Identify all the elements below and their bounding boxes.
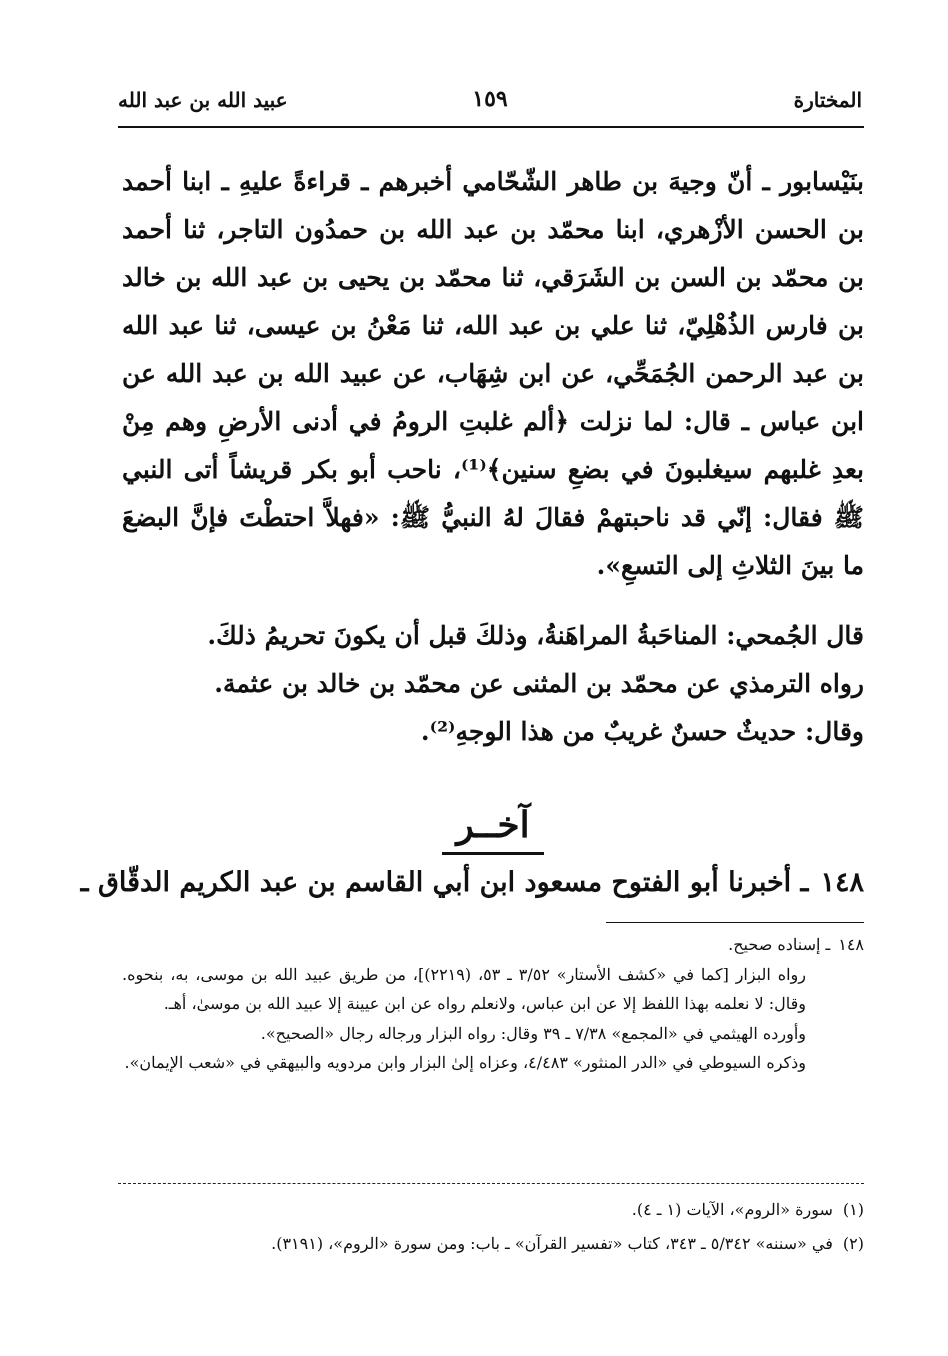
footnote-item bbox=[122, 1227, 864, 1261]
commentary-paragraph: قال الجُمحي: المناحَبةُ المراهَنةُ، وذلكَ قبل أن يكونَ تحريمُ ذلكَ. bbox=[207, 621, 864, 650]
notes-rule bbox=[606, 922, 864, 923]
header-rule bbox=[118, 126, 864, 128]
footnote-item bbox=[122, 1193, 864, 1227]
section-title bbox=[122, 800, 864, 855]
hadith-number: ١٤٨ bbox=[820, 867, 864, 898]
grading-paragraph: وقال: حديثٌ حسنٌ غريبٌ من هذا الوجهِ⁽²⁾. bbox=[420, 717, 864, 746]
notes-grading: ـ إسناده صحيح. bbox=[728, 935, 831, 954]
footnote-mark: (٢) bbox=[842, 1234, 864, 1253]
header-page-number: ١٥٩ bbox=[472, 86, 508, 112]
hadith-text-paragraph: بنَيْسابور ـ أنّ وجيهَ بن طاهر الشّحّامي أخبرهم ـ قراءةً عليهِ ـ ابنا أحمد بن الحسن الأزْهري، ابنا محمّد بن عبد الله بن حمدُون التاجر، ثنا أحمد بن محمّد بن السن بن الشَرَقي، ثنا محمّد بن يحيى بن عبد الله بن خالد بن فارس الذُهْلِيّ، ثنا علي بن عبد الله، ثنا مَعْنُ بن عيسى، ثنا عبد الله بن عبد الرحمن الجُمَحِّي، عن ابن شِهَاب، عن عبيد الله بن عبد الله عن ابن عباس ـ قال: لما نزلت ﴿ألم غلبتِ الرومُ في أدنى الأرضِ وهم مِنْ بعدِ غلبهم سيغلبونَ في بضعِ سنين﴾⁽¹⁾، ناحب أبو بكر قريشاً أتى النبي ﷺ فقال: إنّي قد ناحبتهمْ فقالَ لهُ النبيُّ ﷺ: «فهلاَّ احتطْتَ فإنَّ البضعَ ما بينَ الثلاثِ إلى التسعِ». bbox=[122, 167, 864, 580]
header-book-title: المختارة bbox=[793, 88, 862, 112]
header-section-name: عبيد الله بن عبد الله bbox=[118, 88, 288, 112]
narration-paragraph: رواه الترمذي عن محمّد بن المثنى عن محمّد بن خالد بن عثمة. bbox=[214, 669, 864, 698]
hadith-heading-text: ـ أخبرنا أبو الفتوح مسعود ابن أبي القاسم بن عبد الكريم الدقّاق ـ bbox=[80, 867, 809, 898]
running-header bbox=[118, 86, 862, 126]
hadith-heading bbox=[80, 860, 864, 906]
notes-first-line bbox=[122, 930, 864, 960]
notes-paragraph: وذكره السيوطي في «الدر المنثور» ٤/٤٨٣، وعزاه إلىٰ البزار وابن مردويه والبيهقي في «شعب الإيمان». bbox=[124, 1053, 806, 1072]
footnote-mark: (١) bbox=[842, 1200, 864, 1219]
footnote-text: في «سننه» ٥/٣٤٢ ـ ٣٤٣، كتاب «تفسير القرآن» ـ باب: ومن سورة «الروم»، (٣١٩١). bbox=[271, 1234, 833, 1253]
notes-paragraph: رواه البزار [كما في «كشف الأستار» ٣/٥٢ ـ ٥٣، (٢٢١٩)]، من طريق عبيد الله بن موسى، به، بنحوه. وقال: لا نعلمه بهذا اللفظ إلا عن ابن عباس، ولانعلم رواه عن ابن عيينة إلا عبيد الله بن موسىٰ، أهـ. bbox=[122, 964, 806, 1013]
takhrij-notes bbox=[122, 930, 864, 1078]
footnote-text: سورة «الروم»، الآيات (١ ـ ٤). bbox=[631, 1200, 833, 1219]
footnote-separator bbox=[118, 1183, 864, 1184]
footnotes bbox=[122, 1193, 864, 1261]
main-text bbox=[122, 158, 864, 756]
notes-paragraph: وأورده الهيثمي في «المجمع» ٧/٣٨ ـ ٣٩ وقال: رواه البزار ورجاله رجال «الصحيح». bbox=[260, 1023, 806, 1043]
notes-number: ١٤٨ bbox=[838, 935, 864, 954]
section-title-text: آخــر bbox=[442, 800, 543, 855]
